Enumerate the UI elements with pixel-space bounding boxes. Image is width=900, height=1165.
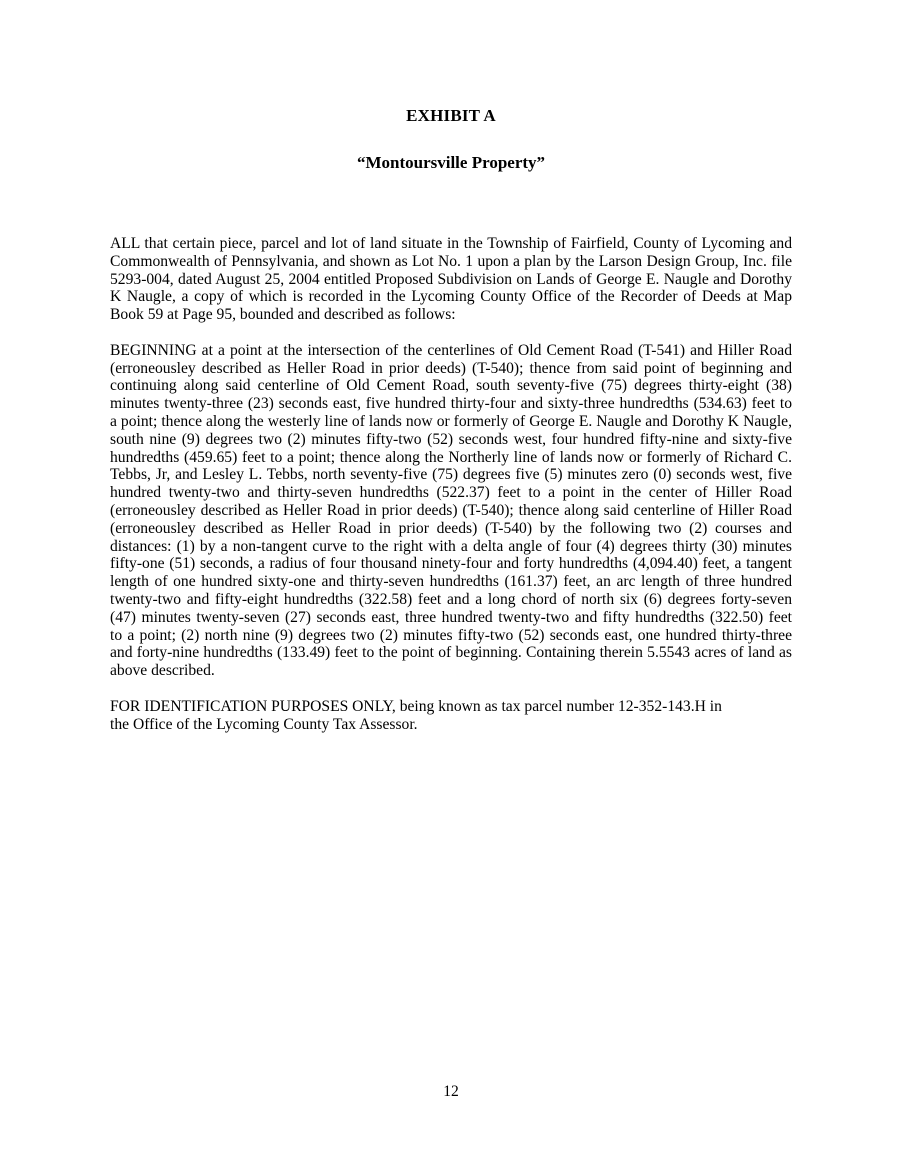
text-line: a point; thence along the westerly line of lands now or formerly of George E. Naugle and Dorothy K Naugle, [110, 412, 792, 430]
document-body [110, 235, 792, 733]
text-line: ALL that certain piece, parcel and lot of land situate in the Township of Fairfield, County of Lycoming and [110, 235, 792, 252]
text-line: fifty-one (51) seconds, a radius of four thousand ninety-four and forty hundredths (4,094.40) feet, a tangent [110, 555, 792, 573]
text-line: (erroneousley described as Heller Road in prior deeds) (T-540) by the following two (2) courses and [110, 519, 792, 537]
text-line: above described. [110, 662, 215, 680]
paragraph [110, 698, 792, 734]
text-line: hundred twenty-two and thirty-seven hundredths (522.37) feet to a point in the center of Hiller Road [110, 484, 792, 502]
text-line: K Naugle, a copy of which is recorded in the Lycoming County Office of the Recorder of Deeds at Map [110, 288, 792, 306]
exhibit-title: EXHIBIT A [406, 106, 496, 125]
text-line: to a point; (2) north nine (9) degrees two (2) minutes fifty-two (52) seconds east, one hundred thirty-three [110, 626, 792, 644]
text-line: (47) minutes twenty-seven (27) seconds east, three hundred twenty-two and fifty hundredths (322.50) feet [110, 608, 792, 626]
text-line: Commonwealth of Pennsylvania, and shown as Lot No. 1 upon a plan by the Larson Design Group, Inc. file [110, 252, 792, 270]
property-subtitle: “Montoursville Property” [356, 153, 546, 172]
page-number: 12 [443, 1083, 459, 1100]
text-line: BEGINNING at a point at the intersection of the centerlines of Old Cement Road (T-541) and Hiller Road [110, 341, 792, 359]
paragraph [110, 235, 792, 324]
text-line: (erroneousley described as Heller Road in prior deeds) (T-540); thence along said centerline of Hiller Road [110, 501, 792, 519]
text-line: south nine (9) degrees two (2) minutes fifty-two (52) seconds west, four hundred fifty-nine and sixty-five [110, 430, 792, 448]
text-line: and forty-nine hundredths (133.49) feet to the point of beginning. Containing therein 5.5543 acres of land as [110, 644, 792, 662]
text-line: 5293-004, dated August 25, 2004 entitled Proposed Subdivision on Lands of George E. Naugle and Dorothy [110, 270, 792, 288]
text-line: length of one hundred sixty-one and thirty-seven hundredths (161.37) feet, an arc length of three hundred [110, 573, 792, 591]
text-line: distances: (1) by a non-tangent curve to the right with a delta angle of four (4) degrees thirty (30) minutes [110, 537, 792, 555]
text-line: hundredths (459.65) feet to a point; thence along the Northerly line of lands now or formerly of Richard C. [110, 448, 792, 466]
text-line: the Office of the Lycoming County Tax Assessor. [110, 715, 418, 733]
text-line: twenty-two and fifty-eight hundredths (322.58) feet and a long chord of north six (6) degrees forty-seven [110, 590, 792, 608]
text-line: (erroneousley described as Heller Road in prior deeds) (T-540); thence from said point of beginning and [110, 359, 792, 377]
paragraph [110, 342, 792, 680]
text-line: Book 59 at Page 95, bounded and described as follows: [110, 306, 456, 324]
text-line: Tebbs, Jr, and Lesley L. Tebbs, north seventy-five (75) degrees five (5) minutes zero (0) seconds west, five [110, 466, 792, 484]
text-line: continuing along said centerline of Old Cement Road, south seventy-five (75) degrees thirty-eight (38) [110, 377, 792, 395]
text-column [110, 0, 792, 733]
text-line: FOR IDENTIFICATION PURPOSES ONLY, being known as tax parcel number 12-352-143.H in [110, 697, 722, 715]
text-line: minutes twenty-three (23) seconds east, five hundred thirty-four and sixty-three hundredths (534.63) feet to [110, 395, 792, 413]
